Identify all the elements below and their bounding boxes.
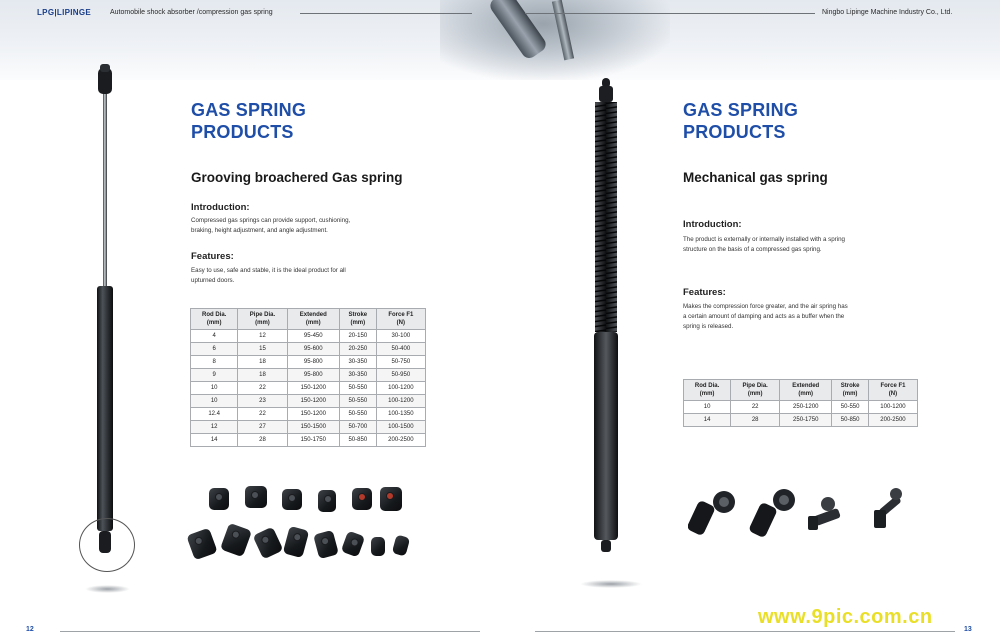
- ball-socket-fitting-image: [688, 491, 735, 536]
- table-cell: 22: [238, 408, 287, 421]
- table-cell: 30-100: [376, 330, 425, 343]
- table-cell: 100-1350: [376, 408, 425, 421]
- table-cell: 200-2500: [376, 434, 425, 447]
- table-cell: 50-550: [339, 408, 376, 421]
- table-cell: 20-150: [339, 330, 376, 343]
- table-cell: 18: [238, 369, 287, 382]
- cylinder-tube: [97, 286, 113, 531]
- table-cell: 8: [191, 356, 238, 369]
- table-cell: 200-2500: [868, 414, 917, 427]
- table-cell: 20-250: [339, 343, 376, 356]
- table-cell: 28: [238, 434, 287, 447]
- features-text-left: Easy to use, safe and stable, it is the ideal product for all upturned doors.: [191, 267, 346, 284]
- table-cell: 150-1200: [287, 382, 339, 395]
- table-row: [191, 395, 426, 408]
- brand-logo: LPG|LIPINGE: [37, 8, 91, 17]
- fittings-row-right: [688, 484, 918, 544]
- end-fitting-image: [283, 526, 310, 558]
- table-cell: 250-1750: [780, 414, 832, 427]
- column-header-text: Rod Dia.: [694, 383, 720, 389]
- end-fitting-image: [341, 531, 365, 558]
- detail-circle: [79, 518, 135, 572]
- end-fitting-image: [371, 537, 385, 556]
- features-heading-right: Features:: [683, 287, 726, 298]
- column-header-text: Force F1: [388, 312, 414, 318]
- column-header: [238, 309, 287, 330]
- column-header: [684, 380, 731, 401]
- table-cell: 150-1200: [287, 408, 339, 421]
- features-text-right: Makes the compression force greater, and the air spring has a certain amount of damping and acts as a buffer when the spring is released.: [683, 303, 848, 330]
- end-fitting-image: [253, 527, 284, 560]
- table-row: [191, 369, 426, 382]
- table-cell: 12: [238, 330, 287, 343]
- table-cell: 100-1200: [868, 401, 917, 414]
- table-cell: 12.4: [191, 408, 238, 421]
- column-header-text: Stroke: [840, 383, 860, 389]
- table-cell: 9: [191, 369, 238, 382]
- end-fitting-image: [245, 486, 267, 508]
- table-cell: 50-550: [339, 395, 376, 408]
- column-header-text: Pipe Dia.: [249, 312, 276, 318]
- table-cell: 14: [684, 414, 731, 427]
- product-subtitle-right: Mechanical gas spring: [683, 170, 828, 185]
- end-fitting-bottom: [601, 540, 611, 552]
- ball-stud-fitting-image: [874, 488, 902, 528]
- table-cell: 30-350: [339, 369, 376, 382]
- table-cell: 95-450: [287, 330, 339, 343]
- table-row: [684, 414, 918, 427]
- intro-heading-left: Introduction:: [191, 202, 250, 213]
- product-shadow: [580, 580, 642, 588]
- page-title-left: GAS SPRING PRODUCTS: [191, 100, 307, 142]
- column-header-text: Pipe Dia.: [742, 383, 768, 389]
- column-header-text: (mm): [699, 391, 715, 397]
- column-header-text: (mm): [747, 391, 763, 397]
- features-heading-left: Features:: [191, 251, 234, 262]
- table-cell: 250-1200: [780, 401, 832, 414]
- end-fitting-image: [352, 488, 372, 510]
- table-row: [191, 408, 426, 421]
- table-cell: 50-950: [376, 369, 425, 382]
- product-subtitle-left: Grooving broachered Gas spring: [191, 170, 403, 185]
- end-fitting-image: [313, 530, 339, 559]
- column-header-text: Force F1: [880, 383, 906, 389]
- header-rule: [300, 13, 472, 14]
- ball-stud-fitting-image: [808, 497, 841, 530]
- page-number-left: 12: [26, 626, 34, 633]
- spec-table-right: [683, 379, 918, 427]
- table-cell: 10: [191, 382, 238, 395]
- table-row: [191, 330, 426, 343]
- column-header: [376, 309, 425, 330]
- end-fitting-image: [392, 535, 410, 557]
- table-cell: 95-800: [287, 356, 339, 369]
- table-cell: 100-1500: [376, 421, 425, 434]
- intro-text-right: The product is externally or internally installed with a spring structure on the basis of a compressed gas spring.: [683, 236, 845, 253]
- table-cell: 50-750: [376, 356, 425, 369]
- column-header-text: (mm): [842, 391, 858, 397]
- table-row: [191, 343, 426, 356]
- piston-rod: [103, 94, 107, 286]
- header-rule: [525, 13, 815, 14]
- column-header-text: (mm): [206, 320, 222, 326]
- coil-spring: [595, 102, 617, 332]
- column-header-text: Extended: [792, 383, 820, 389]
- column-header-text: Rod Dia.: [202, 312, 227, 318]
- table-header-row: [191, 309, 426, 330]
- footer-rule: [60, 631, 480, 632]
- column-header: [339, 309, 376, 330]
- product-shadow: [85, 585, 130, 593]
- cylinder-tube: [594, 332, 618, 540]
- table-cell: 50-550: [832, 401, 869, 414]
- column-header-text: (mm): [350, 320, 366, 326]
- mechanical-gas-spring-image: [582, 74, 632, 560]
- column-header: [832, 380, 869, 401]
- table-cell: 14: [191, 434, 238, 447]
- page-title-right: GAS SPRING PRODUCTS: [683, 100, 799, 142]
- table-cell: 50-550: [339, 382, 376, 395]
- column-header-text: (mm): [255, 320, 270, 326]
- column-header-text: Extended: [299, 312, 327, 318]
- column-header-text: (N): [888, 391, 898, 397]
- table-cell: 30-350: [339, 356, 376, 369]
- table-cell: 50-850: [832, 414, 869, 427]
- column-header-text: (N): [396, 320, 406, 326]
- end-fitting-image: [209, 488, 229, 510]
- footer-rule: [535, 631, 955, 632]
- table-cell: 100-1200: [376, 382, 425, 395]
- table-row: [191, 421, 426, 434]
- column-header-text: (mm): [798, 391, 814, 397]
- table-cell: 10: [191, 395, 238, 408]
- column-header: [287, 309, 339, 330]
- table-row: [191, 382, 426, 395]
- table-cell: 150-1500: [287, 421, 339, 434]
- spec-table-left: [190, 308, 426, 447]
- company-name: Ningbo Lipinge Machine Industry Co., Ltd.: [822, 9, 953, 16]
- intro-text-left: Compressed gas springs can provide support, cushioning, braking, height adjustment, and angle adjustment.: [191, 217, 351, 234]
- table-cell: 18: [238, 356, 287, 369]
- table-cell: 6: [191, 343, 238, 356]
- table-row: [191, 356, 426, 369]
- column-header-text: Stroke: [348, 312, 368, 318]
- column-header: [868, 380, 917, 401]
- end-fitting-image: [380, 487, 402, 511]
- table-cell: 4: [191, 330, 238, 343]
- table-cell: 50-700: [339, 421, 376, 434]
- table-cell: 23: [238, 395, 287, 408]
- table-cell: 15: [238, 343, 287, 356]
- table-cell: 95-800: [287, 369, 339, 382]
- ball-socket-fitting-image: [748, 489, 795, 538]
- table-row: [191, 434, 426, 447]
- table-cell: 27: [238, 421, 287, 434]
- end-fitting-image: [220, 523, 252, 558]
- column-header: [780, 380, 832, 401]
- table-cell: 22: [238, 382, 287, 395]
- table-cell: 22: [731, 401, 780, 414]
- intro-heading-right: Introduction:: [683, 219, 742, 230]
- table-cell: 95-600: [287, 343, 339, 356]
- table-cell: 50-400: [376, 343, 425, 356]
- table-cell: 100-1200: [376, 395, 425, 408]
- table-cell: 10: [684, 401, 731, 414]
- table-header-row: [684, 380, 918, 401]
- end-fitting-image: [282, 489, 302, 510]
- table-cell: 28: [731, 414, 780, 427]
- table-cell: 50-850: [339, 434, 376, 447]
- watermark: www.9pic.com.cn: [758, 606, 933, 628]
- column-header: [191, 309, 238, 330]
- page-number-right: 13: [964, 626, 972, 633]
- table-row: [684, 401, 918, 414]
- column-header-text: (mm): [305, 320, 321, 326]
- table-cell: 150-1200: [287, 395, 339, 408]
- catalog-subtitle: Automobile shock absorber /compression gas spring: [110, 9, 273, 16]
- table-cell: 12: [191, 421, 238, 434]
- table-cell: 150-1750: [287, 434, 339, 447]
- column-header: [731, 380, 780, 401]
- end-fitting-image: [186, 528, 217, 561]
- end-fitting-image: [318, 490, 336, 512]
